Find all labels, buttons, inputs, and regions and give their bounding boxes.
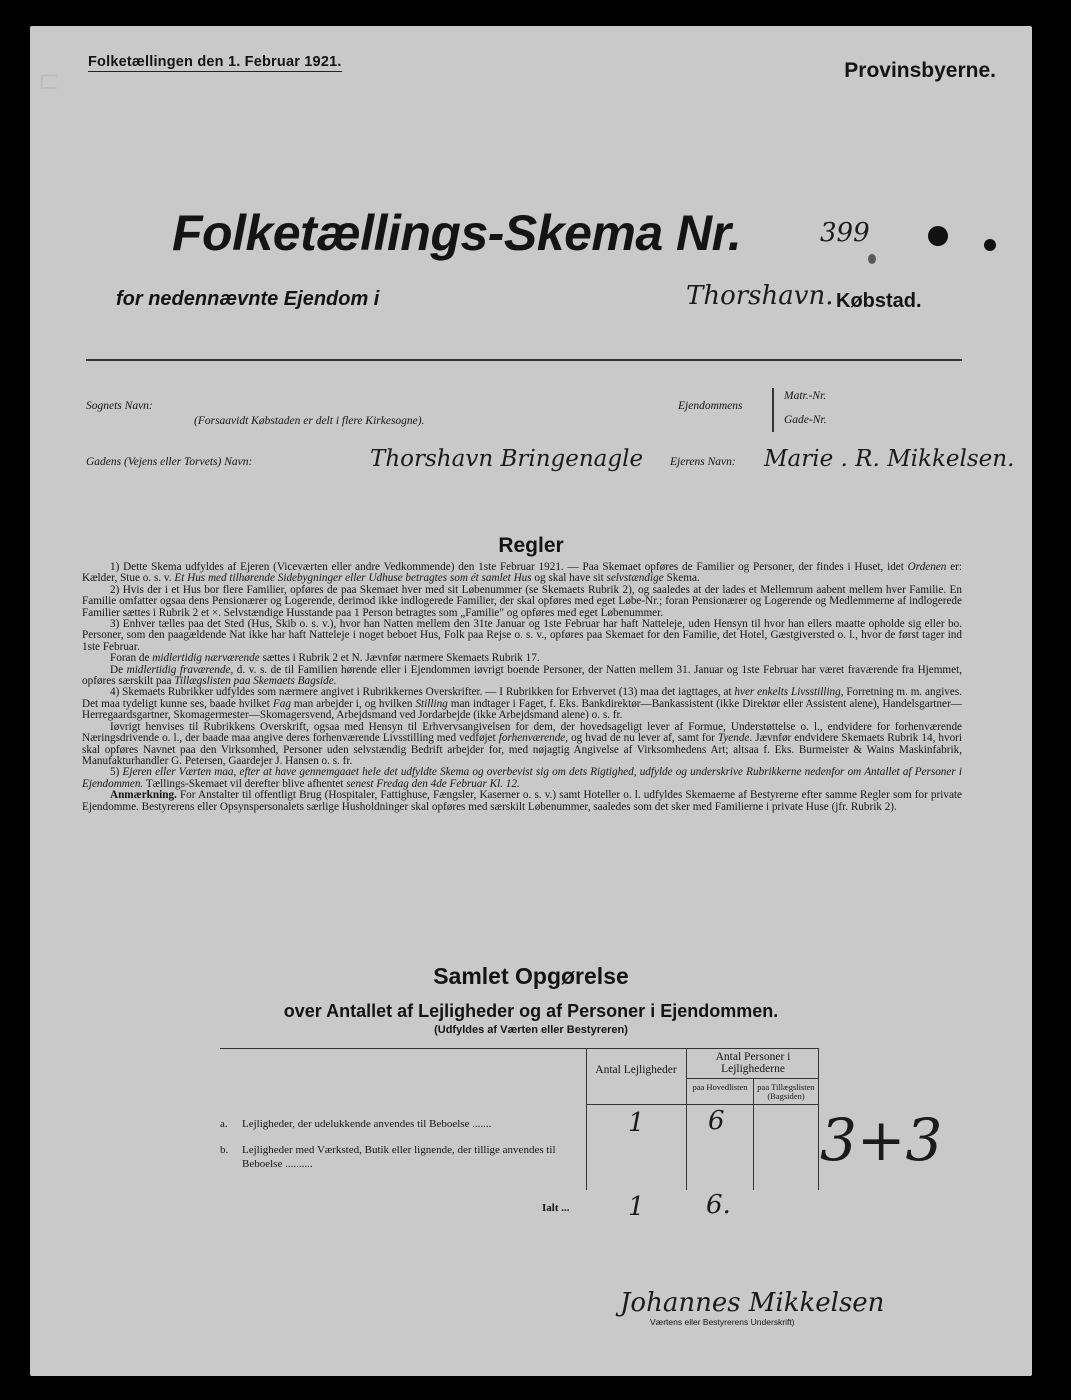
- parish-label: Sognets Navn:: [86, 400, 153, 412]
- street-value-handwritten: Thorshavn Bringenagle: [370, 446, 644, 472]
- col-apartments-header: Antal Lejligheder: [595, 1064, 677, 1076]
- total-persons: 6.: [706, 1190, 731, 1220]
- ink-blot: [928, 226, 948, 246]
- rule-5: 5) Ejeren eller Værten maa, efter at have gennemgaaet hele det udfyldte Skema og overbevist sig om dets Rigtighed, udfylde og underskrive Rubrikkerne nedenfor om Antallet af Personer i Ejendommen. Tællings-Skemaet vil derefter blive afhentet senest Fredag den 4de Februar Kl. 12.: [82, 766, 962, 790]
- bleed-through-mark: ⊏: [38, 66, 60, 95]
- rule-3b: Foran de midlertidig nærværende sættes i Rubrik 2 et N. Jævnfør nærmere Skemaets Rubrik 17.: [110, 652, 540, 665]
- table-rule: [220, 1048, 818, 1049]
- col-main-list-header: paa Hovedlisten: [692, 1082, 748, 1092]
- summary-subtitle: over Antallet af Lejligheder og af Personer i Ejendommen.: [283, 1001, 779, 1021]
- town-suffix: Købstad.: [836, 290, 922, 312]
- rules-note: Anmærkning. For Anstalter til offentligt Brug (Hospitaler, Fattighuse, Fængsler, Kaserner o. s. v.) samt Hoteller o. l. udfyldes Skemaerne af Bestyrerne efter samme Regler som for private Ejendomme. Bestyrerens eller Opsynspersonalets særlige Husholdninger skal opføres med særskilt Løbenummer, saaledes som det sker med Familierne i private Huse (jfr. Rubrik 2).: [82, 789, 962, 813]
- table-rule: [686, 1048, 687, 1190]
- rule-4: 4) Skemaets Rubrikker udfyldes som nærmere angivet i Rubrikkernes Overskrifter. — I Rubrikken for Erhvervet (13) maa det iagttages, at hver enkelts Livsstilling, Forretning m. m. angives. Det maa tydeligt kunne ses, baade hvilket Fag man arbejder i, og hvilken Stilling man indtager i Faget, f. Eks. Bankdirektør—Bankassistent (ikke Direktør eller Assistent alene), Handelsgartner—Herregaardsgartner, Skomagermester—Skomagersvend, Arbejdsmand ved Jordarbejde (ikke Arbejdsmand alene) o. s. fr.: [82, 686, 963, 722]
- divider: [86, 359, 962, 361]
- table-rule: [586, 1048, 587, 1190]
- street-number-label: Gade-Nr.: [784, 414, 827, 426]
- table-rule: [686, 1078, 818, 1079]
- owner-label: Ejerens Navn:: [670, 456, 736, 468]
- total-apartments: 1: [628, 1192, 645, 1222]
- row-a-label: Lejligheder, der udelukkende anvendes til Beboelse .......: [242, 1118, 492, 1130]
- property-label: for nedennævnte Ejendom i: [116, 288, 380, 310]
- parish-note: (Forsaavidt Købstaden er delt i flere Kirkesogne).: [194, 415, 425, 427]
- town-name-handwritten: Thorshavn.: [686, 281, 834, 311]
- bracket: [772, 388, 774, 432]
- summary-title: Samlet Opgørelse: [433, 963, 629, 989]
- ink-blot: [868, 254, 876, 264]
- rules-title: Regler: [498, 534, 564, 557]
- owner-value-handwritten: Marie . R. Mikkelsen.: [764, 446, 1015, 472]
- table-rule: [586, 1104, 818, 1105]
- rule-3c: De midlertidig fraværende, d. v. s. de til Familien hørende eller i Ejendommen iøvrigt boende Personer, der Natten mellem 31. Januar og 1ste Februar har været fraværende fra Hjemmet, opføres særskilt paa Tillægslisten paa Skemaets Bagside.: [82, 663, 962, 688]
- schema-number: 399: [820, 218, 870, 248]
- form-title: Folketællings-Skema Nr.: [172, 205, 742, 261]
- rules-body: [82, 562, 962, 813]
- rule-1: 1) Dette Skema udfyldes af Ejeren (Viceværten eller andre Vedkommende) den 1ste Februar 1921. — Paa Skemaet opføres de Familier og Personer, der findes i Huset, idet Ordenen er: Kælder, Stue o. s. v. Et Hus med tilhørende Sidebygninger eller Udhuse betragtes som ét samlet Hus og skal have sit selvstændige Skema.: [82, 561, 962, 585]
- rule-4b: Iøvrigt henvises til Rubrikkens Overskrift, ogsaa med Hensyn til Erhvervsangivelsen for dem, der hovedsageligt lever af Formue, Understøttelse o. l., endvidere for forhenværende Næringsdrivende o. l., der baade maa angive deres forhenværende Livsstilling med vedføjet forhenværende, og hvad de nu lever af, samt for Tyende. Jævnfør endvidere Skemaets Rubrik 14, hvori skal opføres Navnet paa den Virksomhed, Personer uden selvstændig Bedrift arbejder for, med nøjagtig Angivelse af Virksomhedens Art; altsaa f. Eks. Burmeister & Wains Maskinfabrik, Manufakturhandler G. Petersen, Gaardejer J. Hansen o. s. fr.: [82, 720, 963, 767]
- col-persons-header: Antal Personer i Lejlighederne: [715, 1051, 791, 1075]
- census-form: [30, 26, 1032, 1376]
- property-field-label: Ejendommens: [678, 400, 743, 412]
- row-a-prefix: a.: [220, 1118, 228, 1130]
- signature-handwritten: Johannes Mikkelsen: [620, 1288, 885, 1318]
- street-label: Gadens (Vejens eller Torvets) Navn:: [86, 456, 253, 468]
- ink-blot: [984, 239, 996, 251]
- region-label: Provinsbyerne.: [844, 59, 996, 82]
- row-b-prefix: b.: [220, 1144, 229, 1156]
- total-label: Ialt ...: [542, 1202, 570, 1214]
- row-b-label: Lejligheder med Værksted, Butik eller lignende, der tillige anvendes til Beboelse ..........: [242, 1144, 556, 1170]
- margin-note-handwritten: 3+3: [820, 1106, 943, 1174]
- rule-2: 2) Hvis der i et Hus bor flere Familier, opføres de paa Skemaet hver med sit Løbenummer (se Skemaets Rubrik 2), og saaledes at der lades et Mellemrum aabent mellem hver Familie. En Familie omfatter ogsaa dens Pensionærer og Logerende, derimod ikke indlogerede Familier, der skal opføres med eget Løbe-Nr.; foran Pensionærer og Logerende og Medlemmerne af indlogerede Familier sættes i Rubrik 2 et ×. Selvstændige Husstande paa 1 Person betragtes som „Familie" og opføres med eget Løbenummer.: [82, 583, 962, 619]
- row-a-apartments: 1: [628, 1108, 645, 1138]
- rule-3: 3) Enhver tælles paa det Sted (Hus, Skib o. s. v.), hvor han Natten mellem den 31te Januar og 1ste Februar har haft Natteleje, uden Hensyn til hvor han ellers maatte opholde sig eller bo. Personer, som den paagældende Nat ikke har haft Natteleje i noget beboet Hus, Folk paa Rejse o. s. v., opføres paa Skemaet for den Familie, det Hotel, Gæstgiversted o. l., hvor de først tager ind 1ste Februar.: [82, 618, 962, 653]
- summary-note: (Udfyldes af Værten eller Bestyreren): [434, 1024, 628, 1036]
- signature-caption: Værtens eller Bestyrerens Underskrift): [650, 1317, 795, 1327]
- row-a-persons: 6: [708, 1106, 725, 1136]
- col-supplement-header: paa Tillægslisten (Bagsiden): [757, 1082, 815, 1101]
- census-heading: Folketællingen den 1. Februar 1921.: [88, 54, 342, 70]
- matr-label: Matr.-Nr.: [784, 390, 827, 402]
